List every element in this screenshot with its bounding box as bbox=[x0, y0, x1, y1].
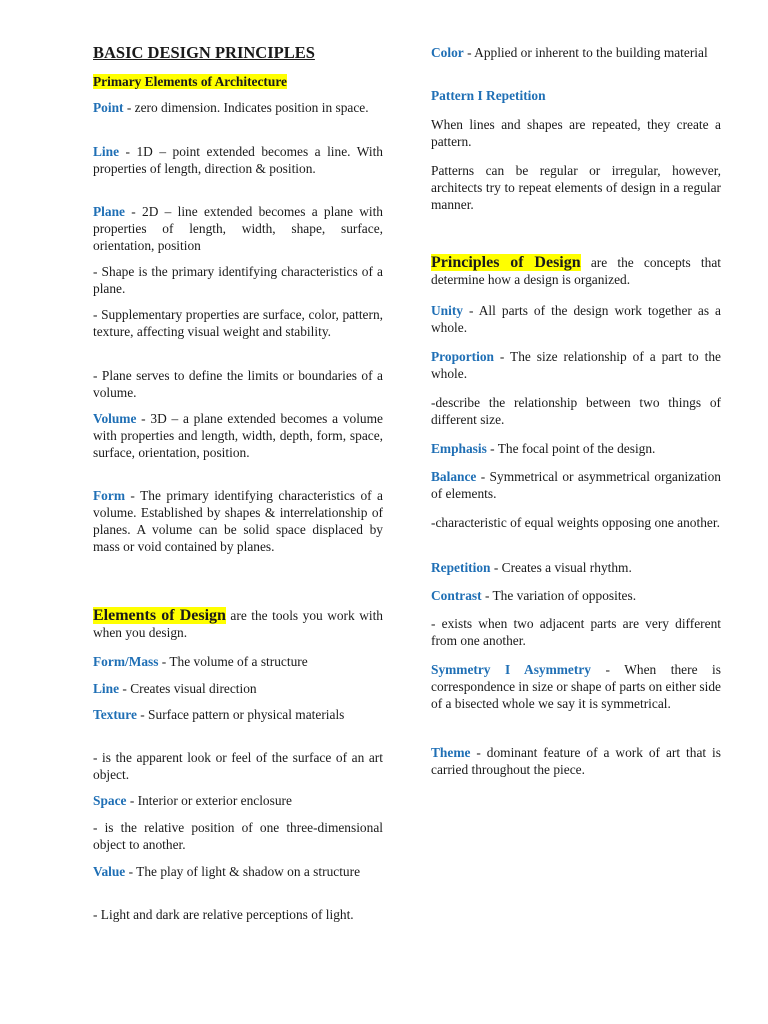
primary-elements-heading: Primary Elements of Architecture bbox=[93, 74, 287, 89]
item-color: Color - Applied or inherent to the building material bbox=[431, 45, 708, 60]
item-line: Line - 1D – point extended becomes a line. With properties of length, direction & position. bbox=[93, 144, 383, 176]
item-pattern-desc-1: When lines and shapes are repeated, they create a pattern. bbox=[431, 117, 721, 149]
item-emphasis: Emphasis - The focal point of the design. bbox=[431, 441, 656, 456]
item-pattern-repetition: Pattern I Repetition bbox=[431, 88, 546, 103]
item-space: Space - Interior or exterior enclosure bbox=[93, 793, 292, 808]
item-line-element: Line - Creates visual direction bbox=[93, 681, 257, 696]
item-proportion: Proportion - The size relationship of a part to the whole. bbox=[431, 349, 721, 381]
elements-of-design-intro: Elements of Design are the tools you work with when you design. bbox=[93, 607, 384, 640]
item-proportion-desc: -describe the relationship between two things of different size. bbox=[431, 395, 721, 427]
item-contrast: Contrast - The variation of opposites. bbox=[431, 588, 637, 603]
item-value: Value - The play of light & shadow on a structure bbox=[93, 864, 361, 879]
item-point: Point - zero dimension. Indicates position in space. bbox=[93, 100, 369, 115]
item-texture-desc: - is the apparent look or feel of the surface of an art object. bbox=[93, 750, 383, 782]
item-space-desc: - is the relative position of one three-dimensional object to another. bbox=[93, 820, 383, 852]
item-plane-limits: - Plane serves to define the limits or boundaries of a volume. bbox=[93, 368, 383, 400]
item-repetition: Repetition - Creates a visual rhythm. bbox=[431, 560, 632, 575]
elements-of-design-heading: Elements of Design bbox=[93, 607, 226, 624]
item-unity: Unity - All parts of the design work together as a whole. bbox=[431, 303, 721, 335]
principles-of-design-intro: Principles of Design are the concepts that determine how a design is organized. bbox=[431, 254, 721, 287]
item-form-mass: Form/Mass - The volume of a structure bbox=[93, 654, 308, 669]
item-plane-supplementary: - Supplementary properties are surface, color, pattern, texture, affecting visual weight and stability. bbox=[93, 307, 383, 339]
principles-of-design-heading: Principles of Design bbox=[431, 254, 581, 271]
item-texture: Texture - Surface pattern or physical materials bbox=[93, 707, 345, 722]
item-plane: Plane - 2D – line extended becomes a plane with properties of length, width, shape, surface, orientation, position bbox=[93, 204, 383, 253]
item-balance-desc: -characteristic of equal weights opposing one another. bbox=[431, 515, 720, 530]
item-balance: Balance - Symmetrical or asymmetrical organization of elements. bbox=[431, 469, 721, 501]
document-title: BASIC DESIGN PRINCIPLES bbox=[93, 43, 315, 62]
item-form: Form - The primary identifying characteristics of a volume. Established by shapes & interrelationship of planes. A volume can be solid space displaced by mass or void contained by planes. bbox=[93, 488, 383, 554]
item-contrast-desc: - exists when two adjacent parts are very different from one another. bbox=[431, 616, 721, 648]
item-theme: Theme - dominant feature of a work of art that is carried throughout the piece. bbox=[431, 745, 721, 777]
item-symmetry: Symmetry I Asymmetry - When there is correspondence in size or shape of parts on either side of a bisected whole we say it is symmetrical. bbox=[431, 662, 721, 711]
item-plane-shape: - Shape is the primary identifying characteristics of a plane. bbox=[93, 264, 383, 296]
item-volume: Volume - 3D – a plane extended becomes a volume with properties and length, width, depth, form, space, surface, orientation, position. bbox=[93, 411, 383, 460]
item-pattern-desc-2: Patterns can be regular or irregular, however, architects try to repeat elements of design in a regular manner. bbox=[431, 163, 721, 212]
item-value-desc: - Light and dark are relative perceptions of light. bbox=[93, 907, 354, 922]
